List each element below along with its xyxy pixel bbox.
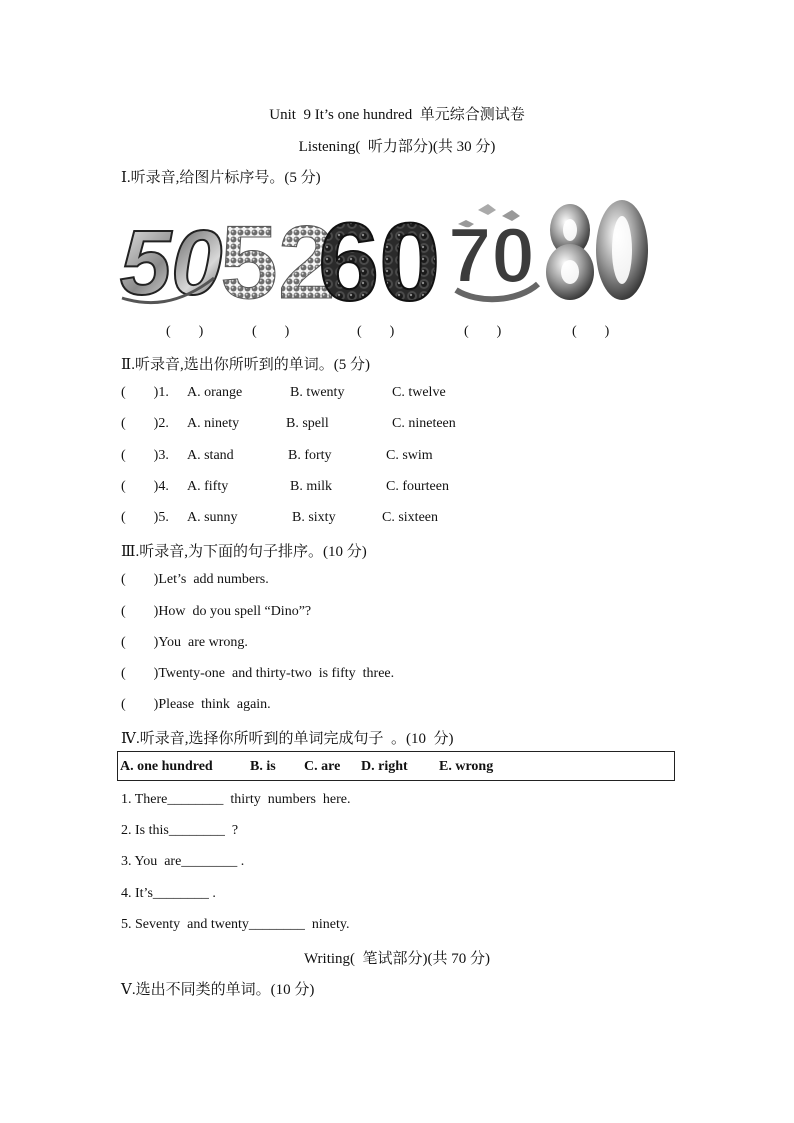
svg-text:60: 60: [318, 201, 441, 312]
option-b: B. sixty: [292, 510, 336, 525]
option-a: A. orange: [187, 385, 243, 400]
word-bank-box: [117, 751, 675, 781]
option-b: B. forty: [288, 448, 332, 463]
page-title: Unit 9 It’s one hundred 单元综合测试卷: [269, 107, 525, 123]
svg-text:70: 70: [448, 211, 535, 299]
item-number[interactable]: ( )1.: [121, 385, 169, 400]
image-60: [318, 201, 440, 312]
word-option: E. wrong: [439, 759, 494, 774]
sentence-item[interactable]: ( )Let’s add numbers.: [121, 572, 269, 587]
item-number[interactable]: ( )3.: [121, 448, 169, 463]
section2-heading: Ⅱ.听录音,选出你所听到的单词。(5 分): [121, 357, 370, 373]
item-number[interactable]: ( )4.: [121, 479, 169, 494]
section4-heading: Ⅳ.听录音,选择你所听到的单词完成句子 。(10 分): [121, 731, 454, 747]
image-80: [546, 200, 648, 300]
section5-heading: Ⅴ.选出不同类的单词。(10 分): [121, 982, 315, 998]
sentence-item[interactable]: ( )Please think again.: [121, 697, 271, 712]
option-a: A. fifty: [187, 479, 229, 494]
sentence-item[interactable]: ( )How do you spell “Dino”?: [121, 604, 312, 619]
image-80-blank[interactable]: ( ): [572, 324, 610, 339]
svg-text:50: 50: [120, 212, 223, 312]
fill-blank-item[interactable]: 1. There________ thirty numbers here.: [121, 792, 351, 807]
word-option: B. is: [250, 759, 276, 774]
sentence-item[interactable]: ( )You are wrong.: [121, 635, 248, 650]
image-70-blank[interactable]: ( ): [464, 324, 502, 339]
option-c: C. sixteen: [382, 510, 438, 525]
image-70: [448, 204, 538, 299]
item-number[interactable]: ( )2.: [121, 416, 169, 431]
svg-text:52: 52: [220, 205, 336, 312]
option-c: C. swim: [386, 448, 433, 463]
fill-blank-item[interactable]: 2. Is this________ ?: [121, 823, 239, 838]
option-b: B. milk: [290, 479, 333, 494]
option-a: A. stand: [187, 448, 234, 463]
item-number[interactable]: ( )5.: [121, 510, 169, 525]
sentence-item[interactable]: ( )Twenty-one and thirty-two is fifty three.: [121, 666, 395, 681]
section1-heading: Ⅰ.听录音,给图片标序号。(5 分): [121, 170, 321, 186]
image-52-blank[interactable]: ( ): [252, 324, 290, 339]
image-50: [120, 212, 222, 312]
option-c: C. fourteen: [386, 479, 449, 494]
word-option: C. are: [304, 759, 341, 774]
listening-heading: Listening( 听力部分)(共 30 分): [298, 139, 496, 155]
image-50-blank[interactable]: ( ): [166, 324, 204, 339]
image-60-blank[interactable]: ( ): [357, 324, 395, 339]
option-a: A. sunny: [187, 510, 238, 525]
word-option: D. right: [361, 759, 408, 774]
option-b: B. spell: [286, 416, 329, 431]
option-b: B. twenty: [290, 385, 345, 400]
writing-heading: Writing( 笔试部分)(共 70 分): [303, 951, 491, 967]
option-a: A. ninety: [187, 416, 240, 431]
fill-blank-item[interactable]: 3. You are________ .: [121, 854, 245, 869]
option-c: C. twelve: [392, 385, 446, 400]
word-option: A. one hundred: [120, 759, 213, 774]
numbers-picture-strip: [118, 194, 658, 312]
option-c: C. nineteen: [392, 416, 456, 431]
section3-heading: Ⅲ.听录音,为下面的句子排序。(10 分): [121, 544, 367, 560]
fill-blank-item[interactable]: 4. It’s________ .: [121, 886, 216, 901]
fill-blank-item[interactable]: 5. Seventy and twenty________ ninety.: [121, 917, 350, 932]
